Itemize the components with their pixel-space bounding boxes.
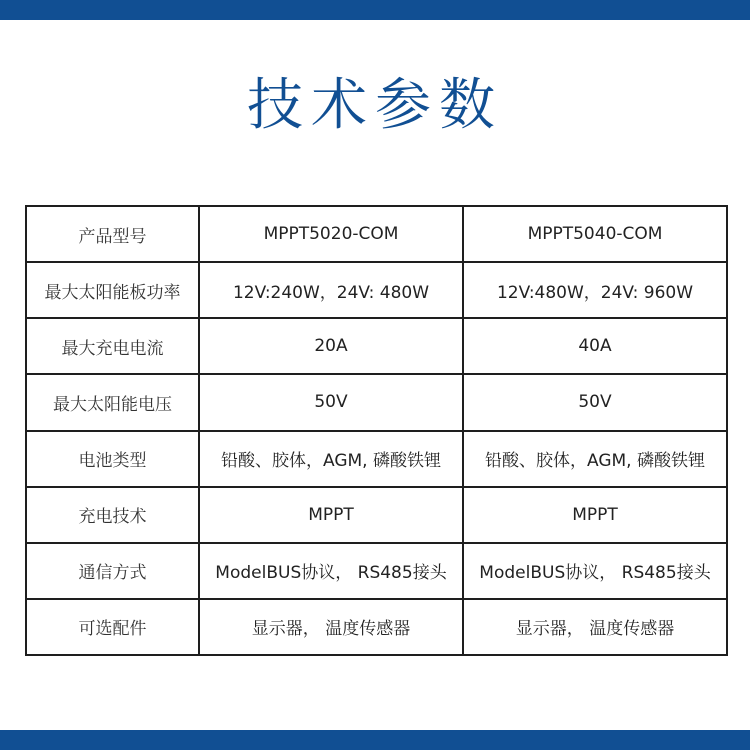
cell-model-5040: MPPT [463,487,727,543]
table-row [26,262,727,318]
cell-model-5040: 铅酸、胶体，AGM, 磷酸铁锂 [463,431,727,487]
page-title: 技术参数 [247,73,503,138]
cell-model-5020: 显示器， 温度传感器 [199,599,463,655]
cell-model-5020: 铅酸、胶体，AGM, 磷酸铁锂 [199,431,463,487]
cell-model-5020: 20A [199,318,463,374]
table-row [26,318,727,374]
bottom-banner [0,730,750,750]
spec-table [25,205,728,656]
table-row [26,206,727,262]
cell-model-5040: MPPT5040-COM [463,206,727,262]
cell-model-5040: ModelBUS协议， RS485接头 [463,543,727,599]
cell-model-5020: ModelBUS协议， RS485接头 [199,543,463,599]
table-row [26,487,727,543]
table-row [26,543,727,599]
table-row [26,431,727,487]
row-label: 通信方式 [26,543,199,599]
row-label: 充电技术 [26,487,199,543]
cell-model-5040: 40A [463,318,727,374]
row-label: 最大太阳能电压 [26,374,199,430]
cell-model-5020: MPPT5020-COM [199,206,463,262]
top-banner [0,0,750,20]
cell-model-5040: 50V [463,374,727,430]
table-row [26,599,727,655]
cell-model-5020: MPPT [199,487,463,543]
cell-model-5020: 12V:240W，24V: 480W [199,262,463,318]
table-row [26,374,727,430]
cell-model-5040: 显示器， 温度传感器 [463,599,727,655]
cell-model-5020: 50V [199,374,463,430]
row-label: 最大充电电流 [26,318,199,374]
row-label: 可选配件 [26,599,199,655]
row-label: 最大太阳能板功率 [26,262,199,318]
row-label: 产品型号 [26,206,199,262]
cell-model-5040: 12V:480W，24V: 960W [463,262,727,318]
row-label: 电池类型 [26,431,199,487]
